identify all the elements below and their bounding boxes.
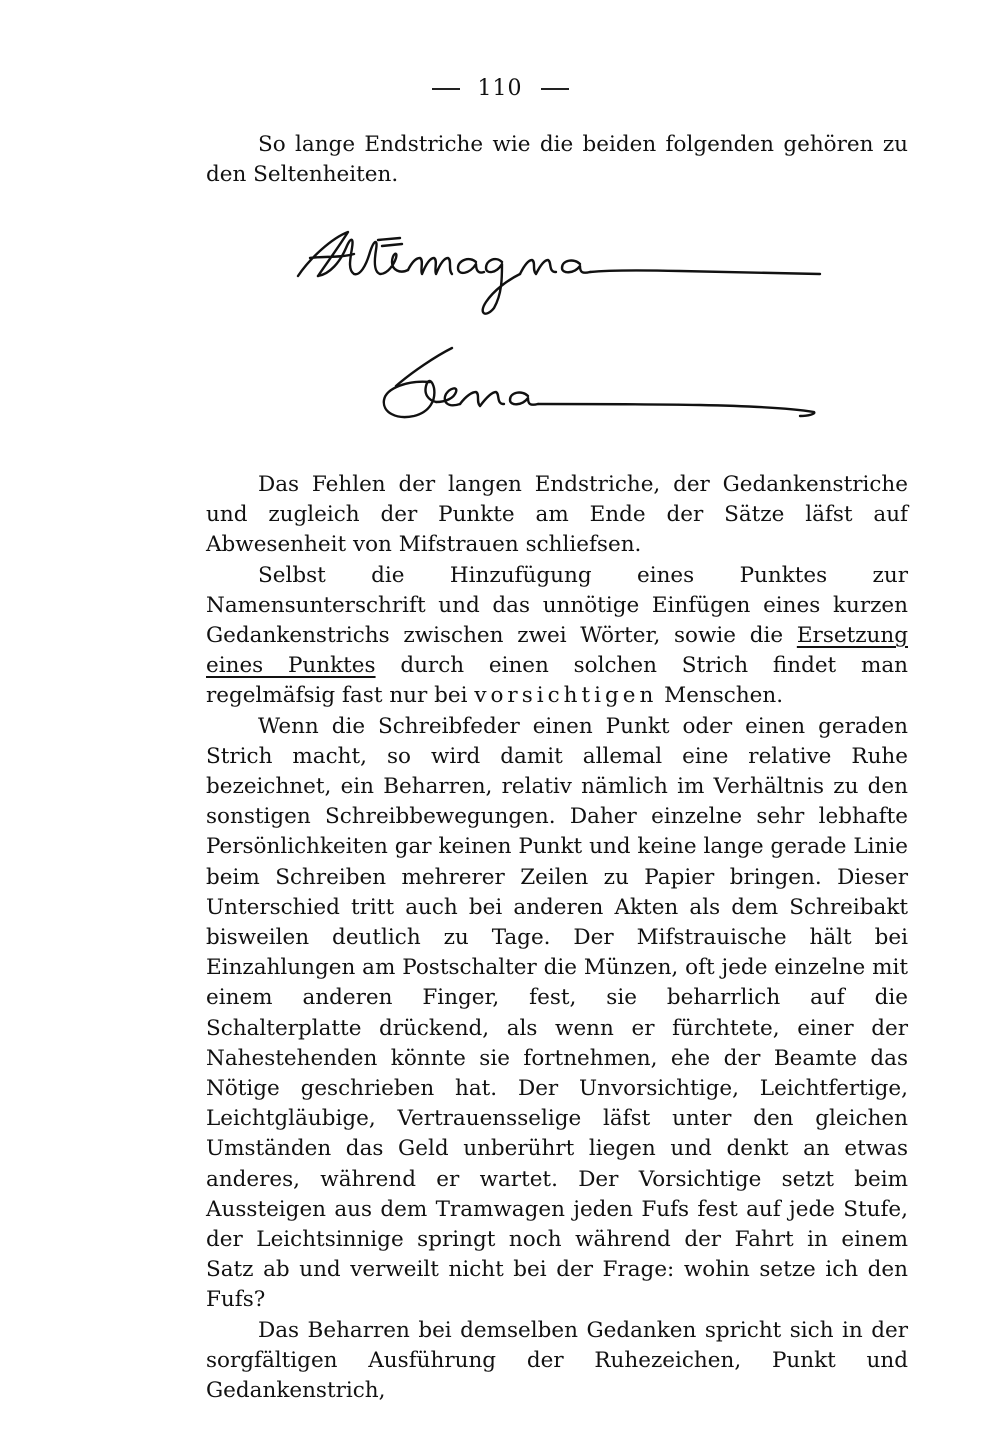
paragraph-2	[206, 561, 908, 712]
page-number-dash-right	[541, 88, 569, 90]
intro-text	[206, 130, 908, 190]
signature-allemagna	[280, 218, 840, 330]
paragraph-4: Das Beharren bei demselben Gedanken spricht sich in der sorgfältigen Ausführung der Ruhezeichen, Punkt und Gedankenstrich,	[206, 1317, 908, 1404]
paragraph-1: Das Fehlen der langen Endstriche, der Gedankenstriche und zugleich der Punkte am Ende der Sätze läfst auf Abwesenheit von Mifstrauen schliefsen.	[206, 472, 908, 558]
signature-jena-drawing	[280, 342, 840, 444]
signature-allemagna-drawing	[280, 218, 840, 330]
underlined-phrase: Ersetzung eines Punktes	[206, 623, 908, 679]
page-number-line	[0, 76, 1000, 101]
paragraph-2-part-a: Selbst die Hinzufügung eines Punktes zur Namensunterschrift und das unnötige Einfügen eines kurzen Gedankenstrichs zwischen zwei Wörter, sowie die	[206, 562, 908, 649]
intro-paragraph: So lange Endstriche wie die beiden folgenden gehören zu den Seltenheiten.	[206, 132, 908, 188]
spaced-word: vorsichtigen	[474, 683, 658, 709]
page-number-dash-left	[432, 88, 460, 90]
paragraph-3: Wenn die Schreibfeder einen Punkt oder einen geraden Strich macht, so wird damit allemal eine relative Ruhe bezeichnet, ein Beharren, relativ nämlich im Verhältnis zu den sonstigen Schreibbewegungen. Daher einzelne sehr lebhafte Persönlichkeiten gar keinen Punkt und keine lange gerade Linie beim Schreiben mehrerer Zeilen zu Papier bringen. Dieser Unterschied tritt auch bei anderen Akten als dem Schreibakt bisweilen deutlich zu Tage. Der Mifstrauische hält bei Einzahlungen am Postschalter die Münzen, oft jede einzelne mit einem anderen Finger, fest, sie beharrlich auf die Schalterplatte drückend, als wenn er fürchtete, einer der Nahestehenden könnte sie fortnehmen, ehe der Beamte das Nötige geschrieben hat. Der Unvorsichtige, Leichtfertige, Leichtgläubige, Vertrauensselige läfst unter den gleichen Umständen das Geld unberührt liegen und denkt an etwas anderes, während er wartet. Der Vorsichtige setzt beim Aussteigen aus dem Tramwagen jeden Fufs fest auf jede Stufe, der Leichtsinnige springt noch während der Fahrt in einem Satz ab und verweilt nicht bei der Frage: wohin setze ich den Fufs?	[206, 713, 908, 1313]
paragraph-2-part-c: Menschen.	[657, 683, 784, 709]
page-number: 110	[477, 76, 523, 101]
signature-jena	[280, 342, 840, 444]
main-text	[206, 470, 908, 1406]
paragraph-2-part-b: durch einen solchen Strich findet man regelmäfsig fast nur bei	[206, 653, 909, 709]
